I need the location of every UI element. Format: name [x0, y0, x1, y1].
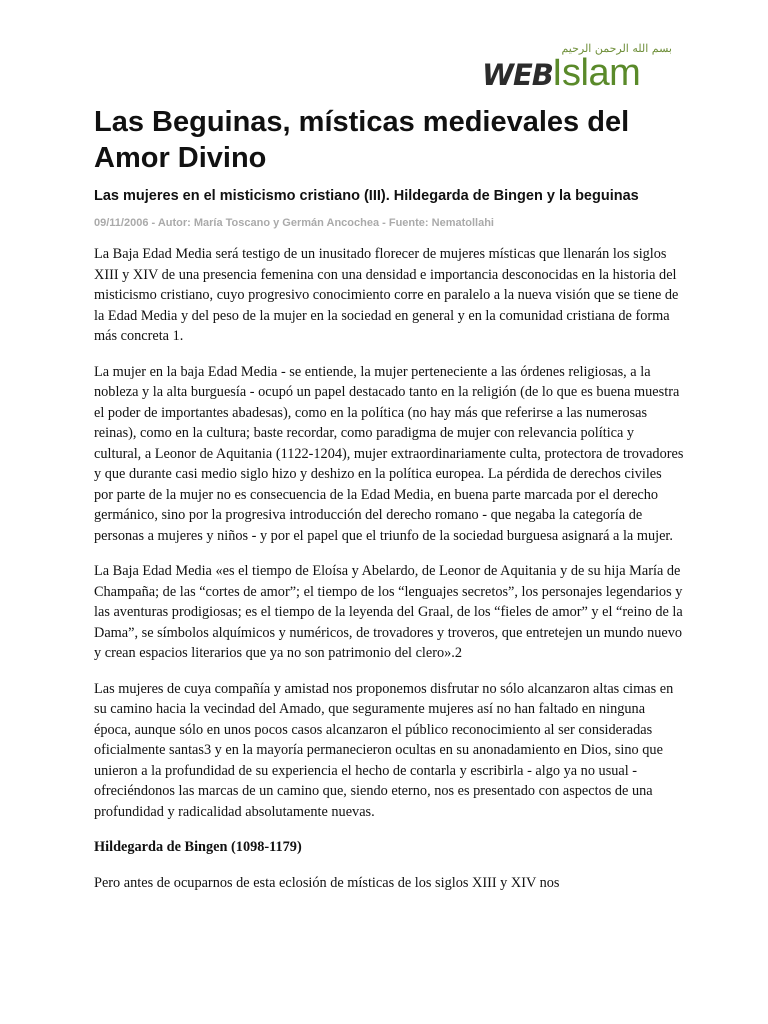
article-title: Las Beguinas, místicas medievales del Amor Divino: [94, 106, 630, 174]
logo-islam-text: Islam: [552, 52, 641, 94]
paragraph-4: Las mujeres de cuya compañía y amistad nos proponemos disfrutar no sólo alcanzaron altas cimas en su camino hacia la vecindad del Amado, que seguramente mujeres así no han faltado en ninguna época, aunque sólo en unos pocos casos alcanzaron el público reconocimiento al ser consideradas oficialmente santas3 y en la mayoría permanecieron ocultas en su anonadamiento en Dios, sino que unieron a la profundidad de su experiencia el hecho de contarla y escribirla - algo ya no usual - ofreciéndonos las marcas de un camino que, siendo eterno, nos es presentado con aspectos de una profundidad y radicalidad absolutamente nuevas.: [94, 680, 674, 820]
article-subtitle: Las mujeres en el misticismo cristiano (III). Hildegarda de Bingen y la beguinas: [94, 188, 639, 204]
logo-web-text: WEB: [482, 58, 553, 92]
paragraph-2: La mujer en la baja Edad Media - se entiende, la mujer perteneciente a las órdenes religiosas, a la nobleza y la alta burguesía - ocupó un papel destacado tanto en la religión (de lo que es buena muestra el poder de importantes abadesas), como en la política (no hay más que referirse a las numerosas reinas), como en la cultura; baste recordar, como paradigma de mujer con relevancia política y cultural, a Leonor de Aquitania (1122-1204), mujer extraordinariamente culta, protectora de trovadores y que durante casi medio siglo hizo y deshizo en la política europea. La pérdida de derechos civiles por parte de la mujer no es consecuencia de la Edad Media, en buena parte marcada por el derecho germánico, sino por la progresiva introducción del derecho romano - que negaba la categoría de personas a mujeres y niños - y por el papel que el triunfo de la sociedad burguesa asignará a la mujer.: [94, 363, 684, 544]
paragraph-1: La Baja Edad Media será testigo de un inusitado florecer de mujeres místicas que llenarán los siglos XIII y XIV de una presencia femenina con una densidad e importancia desconocidas en la historia del misticismo cristiano, cuyo progresivo conocimiento corre en paralelo a la nueva visión que se tiene de la Edad Media y del peso de la mujer en la sociedad en general y en la comunidad cristiana de forma más concreta 1.: [94, 246, 679, 344]
webislam-logo: [478, 38, 678, 98]
article-body: [94, 244, 684, 893]
section-heading: Hildegarda de Bingen (1098-1179): [94, 839, 302, 855]
section-paragraph: Pero antes de ocuparnos de esta eclosión de místicas de los siglos XIII y XIV nos: [94, 874, 560, 891]
logo-arabic-calligraphy: بسم الله الرحمن الرحيم: [561, 42, 672, 55]
article-content: [94, 104, 684, 908]
article-meta: 09/11/2006 - Autor: María Toscano y Germán Ancochea - Fuente: Nematollahi: [94, 217, 494, 229]
paragraph-3: La Baja Edad Media «es el tiempo de Eloísa y Abelardo, de Leonor de Aquitania y de su hija María de Champaña; de las “cortes de amor”; el tiempo de los “lenguajes secretos”, los personajes legendarios y las aventuras prodigiosas; es el tiempo de la leyenda del Graal, de los “fieles de amor” y el “reino de la Dama”, se símbolos alquímicos y numéricos, de trovadores y troveros, que entretejen un mundo nuevo y crean espacios literarios que ya no son patrimonio del clero».2: [94, 563, 683, 661]
